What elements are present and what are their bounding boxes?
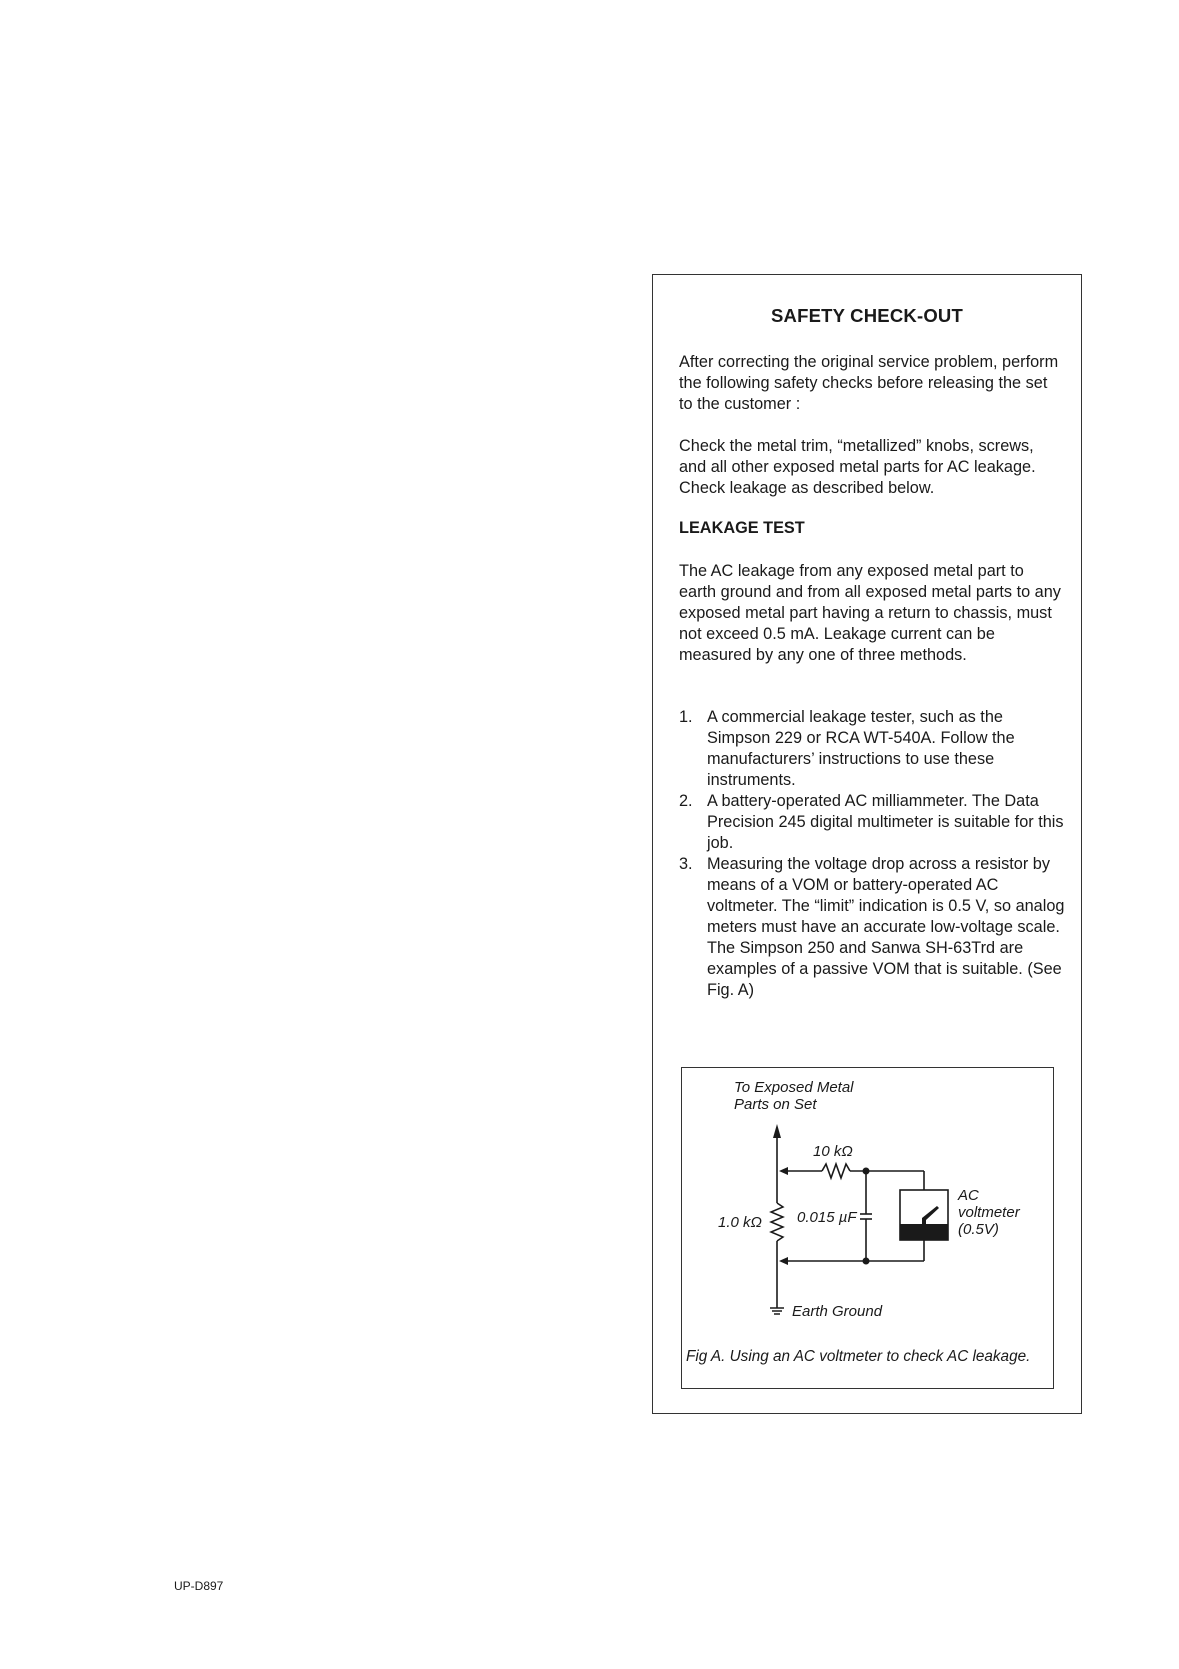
circuit-diagram	[682, 1068, 1052, 1348]
leakage-heading: LEAKAGE TEST	[679, 519, 805, 537]
method-list	[679, 707, 1065, 1001]
label-parts-on-set: Parts on Set	[734, 1096, 817, 1113]
list-item	[679, 854, 1065, 1001]
list-number: 2.	[679, 792, 693, 810]
check-paragraph: Check the metal trim, “metallized” knobs, screws, and all other exposed metal parts for AC leakage. Check leakage as described below.	[679, 437, 1036, 497]
intro-paragraph: After correcting the original service problem, perform the following safety checks before releasing the set to the customer :	[679, 353, 1059, 413]
top-arrow	[779, 1167, 788, 1175]
ground-icon	[770, 1308, 784, 1314]
list-number: 1.	[679, 708, 693, 726]
label-range: (0.5V)	[958, 1221, 999, 1238]
label-exposed-metal: To Exposed Metal	[734, 1079, 854, 1096]
list-item	[679, 791, 1065, 854]
resistor-1k	[771, 1203, 783, 1241]
safety-checkout-panel	[652, 274, 1082, 1414]
list-text: A commercial leakage tester, such as the Simpson 229 or RCA WT-540A. Follow the manufacturers’ instructions to use these instruments.	[707, 708, 1015, 789]
label-1k: 1.0 kΩ	[718, 1214, 762, 1231]
section-title: SAFETY CHECK-OUT	[771, 305, 963, 326]
junction-dot	[863, 1258, 870, 1265]
list-item	[679, 707, 1065, 791]
figure-a	[681, 1067, 1054, 1389]
capacitor	[860, 1171, 872, 1261]
label-10k: 10 kΩ	[813, 1143, 853, 1160]
label-voltmeter: voltmeter	[958, 1204, 1020, 1221]
figure-caption: Fig A. Using an AC voltmeter to check AC leakage.	[686, 1348, 1031, 1365]
leakage-paragraph: The AC leakage from any exposed metal part to earth ground and from all exposed metal parts to any exposed metal part having a return to chassis, must not exceed 0.5 mA. Leakage current can be measured by any one of three methods.	[679, 562, 1061, 664]
label-earth-ground: Earth Ground	[792, 1303, 883, 1320]
bottom-wire	[782, 1240, 924, 1261]
junction-dot	[863, 1168, 870, 1175]
voltmeter-scale	[900, 1224, 948, 1240]
probe-arrow	[773, 1124, 781, 1138]
model-footer: UP-D897	[174, 1579, 224, 1593]
list-number: 3.	[679, 855, 693, 873]
list-text: Measuring the voltage drop across a resistor by means of a VOM or battery-operated AC voltmeter. The “limit” indication is 0.5 V, so analog meters must have an accurate low-voltage scale. The Simpson 250 and Sanwa SH-63Trd are examples of a passive VOM that is suitable. (See Fig. A)	[707, 855, 1065, 999]
bottom-arrow	[779, 1257, 788, 1265]
label-ac: AC	[958, 1187, 979, 1204]
list-text: A battery-operated AC milliammeter. The Data Precision 245 digital multimeter is suitable for this job.	[707, 792, 1064, 852]
label-capacitor: 0.015 µF	[797, 1209, 857, 1226]
